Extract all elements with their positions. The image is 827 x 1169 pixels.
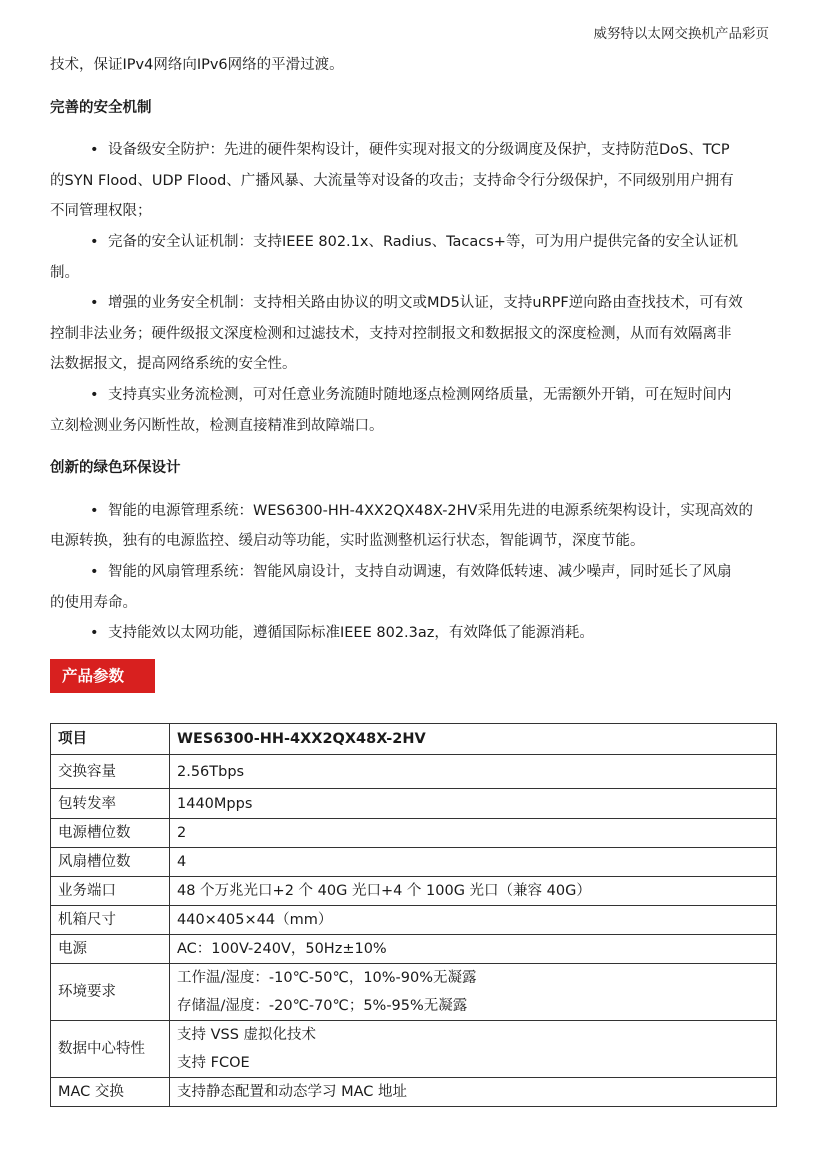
bullet-dot-icon: •	[90, 142, 99, 159]
bullet-line-text: 电源转换，独有的电源监控、缓启动等功能，实时监测整机运行状态，智能调节，深度节能。	[50, 533, 645, 550]
param-key-cell: MAC 交换	[51, 1078, 170, 1107]
document-body	[50, 50, 777, 693]
param-value-line: 支持静态配置和动态学习 MAC 地址	[177, 1084, 408, 1100]
bullet-dot-icon: •	[90, 386, 99, 403]
bullet-text-continuation	[50, 349, 777, 380]
bullet-text-first-line	[50, 496, 777, 527]
bullet-text-first-line	[50, 618, 777, 649]
bullet-line-text: 控制非法业务；硬件级报文深度检测和过滤技术，支持对控制报文和数据报文的深度检测，从而有效隔离非	[50, 325, 732, 342]
table-row	[51, 1021, 777, 1078]
bullet-line-text: 立刻检测业务闪断性故，检测直接精准到故障端口。	[50, 417, 384, 434]
bullet-text-continuation	[50, 526, 777, 557]
table-row	[51, 819, 777, 848]
bullet-line-text: 智能的风扇管理系统：智能风扇设计，支持自动调速，有效降低转速、减少噪声，同时延长了风扇	[108, 563, 732, 580]
header-key-cell: 项目	[51, 724, 170, 755]
param-value-cell	[170, 877, 777, 906]
params-badge: 产品参数	[50, 659, 155, 693]
param-key-cell: 业务端口	[51, 877, 170, 906]
param-value-line: AC：100V-240V，50Hz±10%	[177, 941, 387, 957]
param-key-cell: 交换容量	[51, 755, 170, 789]
param-value-line: 存储温/湿度：-20℃-70℃；5%-95%无凝露	[177, 998, 468, 1014]
list-item	[50, 557, 777, 618]
param-value-cell	[170, 819, 777, 848]
green-bullet-list	[50, 496, 777, 649]
header-brand: 威努特以太网交换机产品彩页	[593, 26, 769, 42]
param-value-line: 2	[177, 825, 187, 841]
bullet-text-continuation	[50, 588, 777, 619]
table-row	[51, 789, 777, 819]
param-value-cell	[170, 789, 777, 819]
table-row	[51, 877, 777, 906]
list-item	[50, 496, 777, 557]
bullet-line-text: 制。	[50, 264, 79, 281]
param-key-cell: 包转发率	[51, 789, 170, 819]
bullet-line-text: 支持能效以太网功能，遵循国际标准IEEE 802.3az，有效降低了能源消耗。	[108, 625, 594, 642]
bullet-text-continuation	[50, 319, 777, 350]
table-row	[51, 935, 777, 964]
bullet-text-continuation	[50, 166, 777, 197]
param-value-cell	[170, 1078, 777, 1107]
param-value-cell	[170, 755, 777, 789]
list-item	[50, 288, 777, 380]
param-value-line: 支持 VSS 虚拟化技术	[177, 1027, 317, 1043]
param-value-cell	[170, 848, 777, 877]
section-title-security: 完善的安全机制	[50, 99, 152, 116]
bullet-text-continuation	[50, 411, 777, 442]
bullet-line-text: 不同管理权限；	[50, 203, 152, 220]
bullet-text-continuation	[50, 258, 777, 289]
security-bullet-list	[50, 135, 777, 441]
bullet-dot-icon: •	[90, 563, 99, 580]
param-key-cell: 电源槽位数	[51, 819, 170, 848]
bullet-text-first-line	[50, 288, 777, 319]
bullet-text-first-line	[50, 135, 777, 166]
bullet-text-first-line	[50, 557, 777, 588]
bullet-text-first-line	[50, 380, 777, 411]
bullet-text-first-line	[50, 227, 777, 258]
param-value-cell	[170, 964, 777, 1021]
param-value-line: 1440Mpps	[177, 795, 253, 812]
list-item	[50, 135, 777, 227]
list-item	[50, 380, 777, 441]
table-row	[51, 906, 777, 935]
bullet-line-text: 的SYN Flood、UDP Flood、广播风暴、大流量等对设备的攻击；支持命令行分级保护，不同级别用户拥有	[50, 172, 734, 189]
table-row	[51, 964, 777, 1021]
table-header-row	[51, 724, 777, 755]
param-value-line: 支持 FCOE	[177, 1055, 250, 1071]
bullet-line-text: 法数据报文，提高网络系统的安全性。	[50, 356, 297, 373]
table-row	[51, 755, 777, 789]
header-value-cell: WES6300-HH-4XX2QX48X-2HV	[170, 724, 777, 755]
param-key-cell: 数据中心特性	[51, 1021, 170, 1078]
param-key-cell: 环境要求	[51, 964, 170, 1021]
bullet-dot-icon: •	[90, 295, 99, 312]
bullet-dot-icon: •	[90, 233, 99, 250]
bullet-line-text: 增强的业务安全机制：支持相关路由协议的明文或MD5认证，支持uRPF逆向路由查找技术，可有效	[108, 295, 743, 312]
table-row	[51, 848, 777, 877]
param-value-line: 工作温/湿度：-10℃-50℃，10%-90%无凝露	[177, 970, 477, 986]
param-value-cell	[170, 1021, 777, 1078]
params-table	[50, 723, 777, 1107]
bullet-dot-icon: •	[90, 502, 99, 519]
bullet-line-text: 完备的安全认证机制：支持IEEE 802.1x、Radius、Tacacs+等，可为用户提供完备的安全认证机	[108, 233, 738, 250]
section-title-green: 创新的绿色环保设计	[50, 460, 181, 477]
bullet-text-continuation	[50, 196, 777, 227]
param-value-cell	[170, 935, 777, 964]
param-value-line: 48 个万兆光口+2 个 40G 光口+4 个 100G 光口（兼容 40G）	[177, 883, 591, 899]
param-key-cell: 风扇槽位数	[51, 848, 170, 877]
bullet-line-text: 智能的电源管理系统：WES6300-HH-4XX2QX48X-2HV采用先进的电源系统架构设计，实现高效的	[108, 502, 753, 519]
bullet-line-text: 的使用寿命。	[50, 594, 137, 611]
param-value-line: 440×405×44（mm）	[177, 912, 333, 928]
param-key-cell: 电源	[51, 935, 170, 964]
bullet-line-text: 设备级安全防护：先进的硬件架构设计，硬件实现对报文的分级调度及保护，支持防范DoS、TCP	[108, 142, 730, 159]
param-key-cell: 机箱尺寸	[51, 906, 170, 935]
intro-tail: 技术，保证IPv4网络向IPv6网络的平滑过渡。	[50, 57, 344, 73]
param-value-cell	[170, 906, 777, 935]
bullet-dot-icon: •	[90, 625, 99, 642]
param-value-line: 2.56Tbps	[177, 763, 245, 780]
param-value-line: 4	[177, 854, 187, 870]
list-item	[50, 227, 777, 288]
table-row	[51, 1078, 777, 1107]
bullet-line-text: 支持真实业务流检测，可对任意业务流随时随地逐点检测网络质量，无需额外开销，可在短时间内	[108, 386, 732, 403]
list-item	[50, 618, 777, 649]
